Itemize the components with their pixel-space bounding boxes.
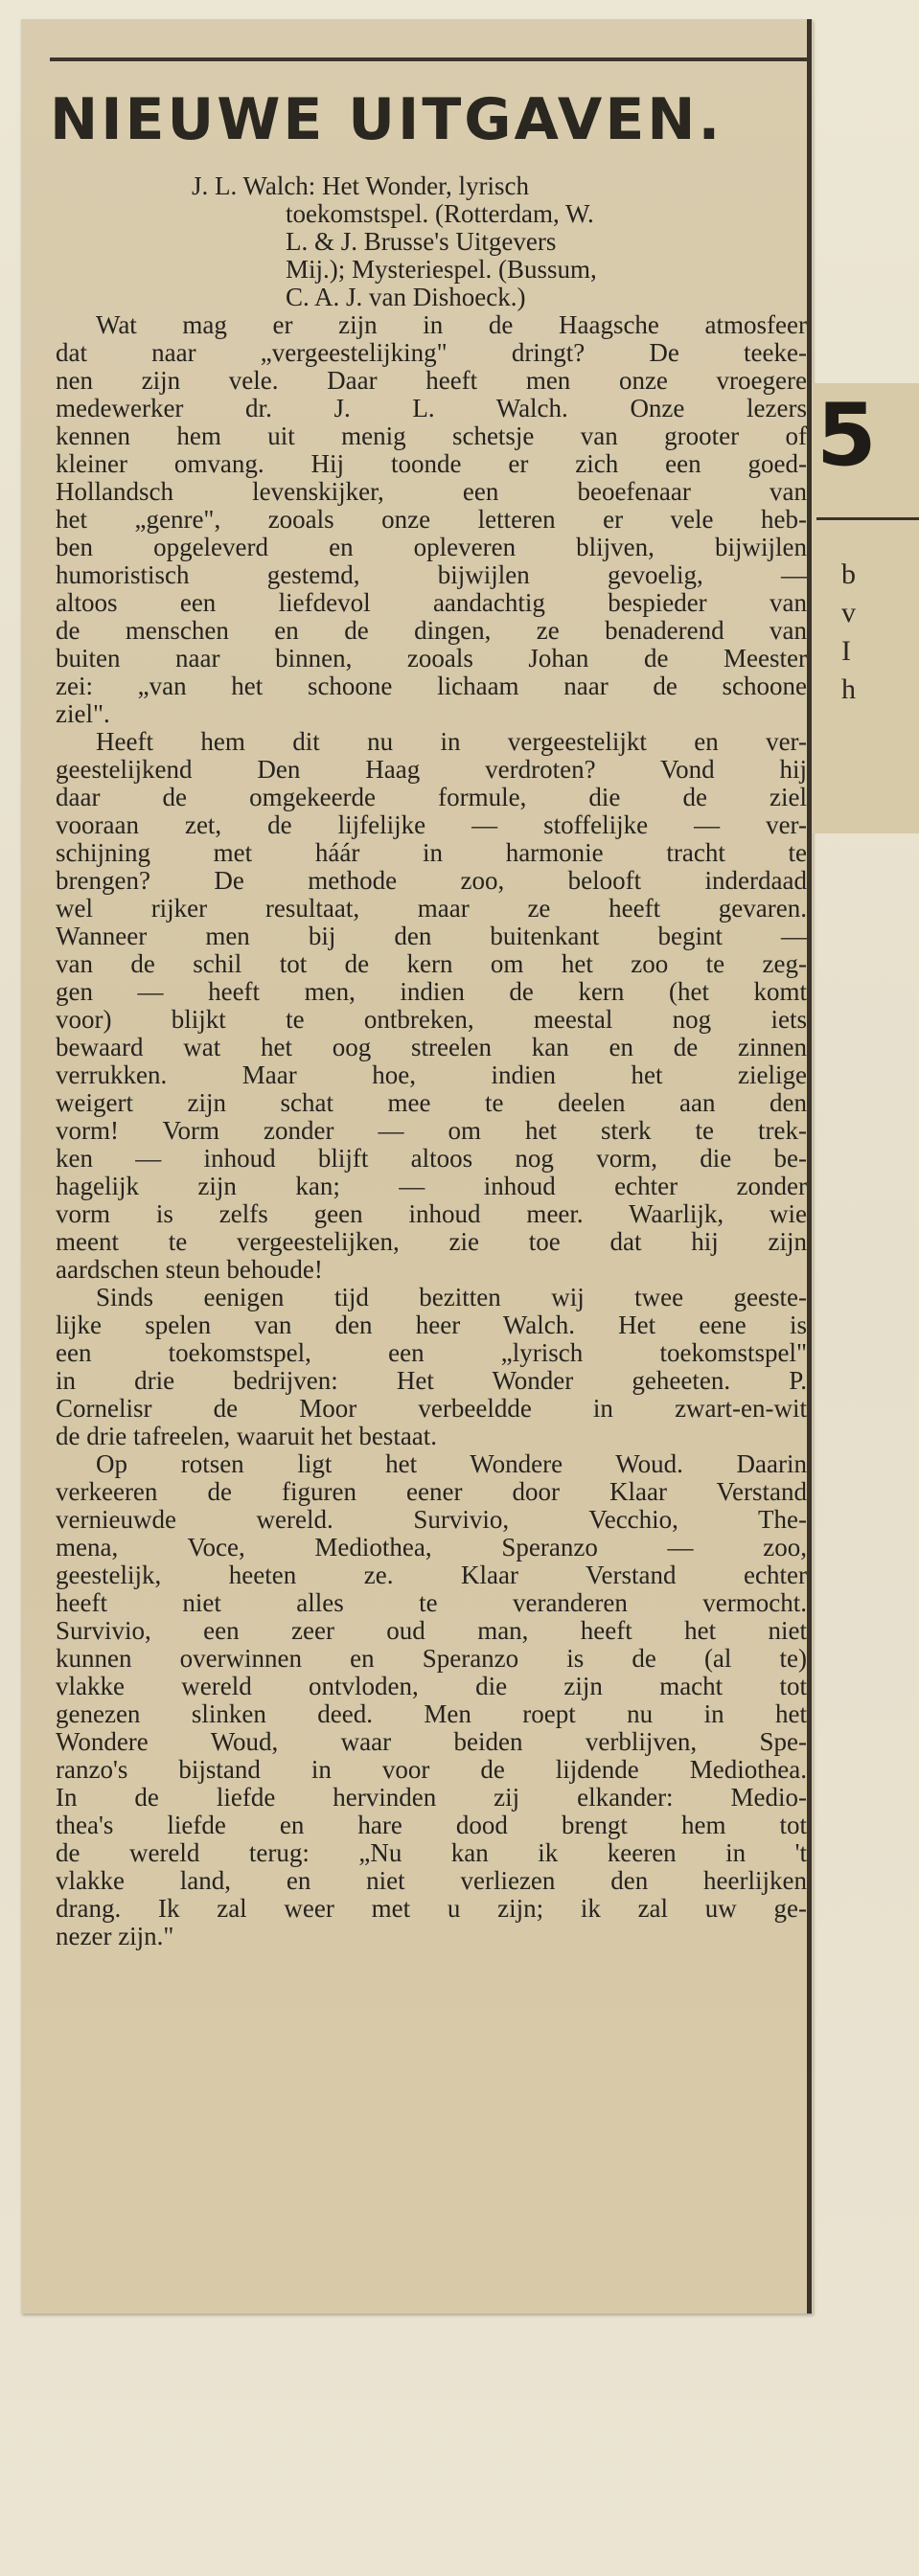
- paragraph-line: ziel".: [56, 700, 110, 728]
- citation-line: L. & J. Brusse's Uitgevers: [286, 228, 557, 256]
- paragraph-line: Survivio, een zeer oud man, heeft het niet: [56, 1617, 807, 1645]
- paragraph-line: vernieuwde wereld. Survivio, Vecchio, The-: [56, 1506, 807, 1534]
- citation-line: C. A. J. van Dishoeck.): [286, 284, 526, 311]
- paragraph-line: vlakke land, en niet verliezen den heerlijken: [56, 1867, 807, 1895]
- paragraph-line: mena, Voce, Mediothea, Speranzo — zoo,: [56, 1534, 807, 1562]
- paragraph-line: geestelijk, heeten ze. Klaar Verstand echter: [56, 1562, 807, 1589]
- paragraph-line: verkeeren de figuren eener door Klaar Verstand: [56, 1478, 807, 1506]
- adjacent-letter: v: [841, 597, 856, 628]
- paragraph-line: daar de omgekeerde formule, die de ziel: [56, 784, 807, 811]
- paragraph-line: geestelijkend Den Haag verdroten? Vond hij: [56, 756, 807, 784]
- adjacent-letter: I: [841, 635, 851, 667]
- paragraph-line: vlakke wereld ontvloden, die zijn macht tot: [56, 1673, 807, 1700]
- paragraph-line: Cornelisr de Moor verbeeldde in zwart-en-wit: [56, 1395, 807, 1423]
- paragraph-line: ken — inhoud blijft altoos nog vorm, die be-: [56, 1145, 807, 1173]
- paragraph-line: een toekomstspel, een „lyrisch toekomstspel": [56, 1339, 807, 1367]
- paragraph-line: vooraan zet, de lijfelijke — stoffelijke — ver-: [56, 811, 807, 839]
- paragraph-line: in drie bedrijven: Het Wonder geheeten. P.: [56, 1367, 807, 1395]
- paragraph-line: vorm is zelfs geen inhoud meer. Waarlijk, wie: [56, 1200, 807, 1228]
- paragraph-line: gen — heeft men, indien de kern (het komt: [56, 978, 807, 1006]
- paragraph-line: van de schil tot de kern om het zoo te zeg-: [56, 950, 807, 978]
- paragraph-line: brengen? De methode zoo, belooft inderdaad: [56, 867, 807, 895]
- column-rule: [807, 19, 812, 2314]
- paragraph-line: ranzo's bijstand in voor de lijdende Mediothea.: [56, 1756, 807, 1784]
- paragraph-line: kleiner omvang. Hij toonde er zich een goed-: [56, 450, 807, 478]
- paragraph-line: de drie tafreelen, waaruit het bestaat.: [56, 1423, 438, 1450]
- adjacent-page-number: 5: [816, 385, 877, 486]
- paragraph-line: meent te vergeestelijken, zie toe dat hij zijn: [56, 1228, 807, 1256]
- paragraph-line: het „genre", zooals onze letteren er vele heb-: [56, 506, 807, 534]
- paragraph-line: hagelijk zijn kan; — inhoud echter zonder: [56, 1173, 807, 1200]
- paragraph-line: verrukken. Maar hoe, indien het zielige: [56, 1061, 807, 1089]
- paragraph-line: heeft niet alles te veranderen vermocht.: [56, 1589, 807, 1617]
- paragraph-line: genezen slinken deed. Men roept nu in het: [56, 1700, 807, 1728]
- paragraph-line: kunnen overwinnen en Speranzo is de (al te): [56, 1645, 807, 1673]
- adjacent-rule: [816, 517, 919, 520]
- paragraph-line: de menschen en de dingen, ze benaderend van: [56, 617, 807, 645]
- paragraph-line: aardschen steun behoude!: [56, 1256, 323, 1284]
- paragraph-line: Op rotsen ligt het Wondere Woud. Daarin: [96, 1450, 807, 1478]
- paragraph-line: ben opgeleverd en opleveren blijven, bijwijlen: [56, 534, 807, 561]
- paragraph-line: voor) blijkt te ontbreken, meestal nog iets: [56, 1006, 807, 1034]
- paragraph-line: Wanneer men bij den buitenkant begint —: [56, 923, 807, 950]
- headline: NIEUWE UITGAVEN.: [50, 86, 724, 153]
- paragraph-line: altoos een liefdevol aandachtig bespieder van: [56, 589, 807, 617]
- paragraph-line: thea's liefde en hare dood brengt hem tot: [56, 1812, 807, 1839]
- citation-line: Mij.); Mysteriespel. (Bussum,: [286, 256, 597, 284]
- paragraph-line: schijning met háár in harmonie tracht te: [56, 839, 807, 867]
- paragraph-line: Wat mag er zijn in de Haagsche atmosfeer: [96, 311, 807, 339]
- paragraph-line: medewerker dr. J. L. Walch. Onze lezers: [56, 395, 807, 422]
- paragraph-line: bewaard wat het oog streelen kan en de zinnen: [56, 1034, 807, 1061]
- paragraph-line: Heeft hem dit nu in vergeestelijkt en ver-: [96, 728, 807, 756]
- paragraph-line: Sinds eenigen tijd bezitten wij twee geeste-: [96, 1284, 807, 1311]
- paragraph-line: Hollandsch levenskijker, een beoefenaar van: [56, 478, 807, 506]
- citation-line: toekomstspel. (Rotterdam, W.: [286, 200, 594, 228]
- top-rule: [50, 57, 807, 61]
- newspaper-clipping: [21, 19, 813, 2314]
- paragraph-line: drang. Ik zal weer met u zijn; ik zal uw ge-: [56, 1895, 807, 1923]
- paragraph-line: dat naar „vergeestelijking" dringt? De teeke-: [56, 339, 807, 367]
- paragraph-line: wel rijker resultaat, maar ze heeft gevaren.: [56, 895, 807, 923]
- paragraph-line: Wondere Woud, waar beiden verblijven, Spe-: [56, 1728, 807, 1756]
- paragraph-line: nen zijn vele. Daar heeft men onze vroegere: [56, 367, 807, 395]
- paragraph-line: zei: „van het schoone lichaam naar de schoone: [56, 672, 807, 700]
- paragraph-line: kennen hem uit menig schetsje van grooter of: [56, 422, 807, 450]
- adjacent-letter: h: [841, 673, 856, 705]
- paragraph-line: weigert zijn schat mee te deelen aan den: [56, 1089, 807, 1117]
- adjacent-column-letters: [841, 556, 856, 709]
- paragraph-line: buiten naar binnen, zooals Johan de Meester: [56, 645, 807, 672]
- paragraph-line: lijke spelen van den heer Walch. Het eene is: [56, 1311, 807, 1339]
- paragraph-line: In de liefde hervinden zij elkander: Medio-: [56, 1784, 807, 1812]
- adjacent-letter: b: [841, 559, 856, 590]
- paragraph-line: humoristisch gestemd, bijwijlen gevoelig, —: [56, 561, 807, 589]
- paragraph-line: nezer zijn.": [56, 1923, 174, 1950]
- article-body: [56, 172, 807, 1950]
- paragraph-line: vorm! Vorm zonder — om het sterk te trek-: [56, 1117, 807, 1145]
- paragraph-line: de wereld terug: „Nu kan ik keeren in 't: [56, 1839, 807, 1867]
- citation-line: J. L. Walch: Het Wonder, lyrisch: [192, 172, 530, 200]
